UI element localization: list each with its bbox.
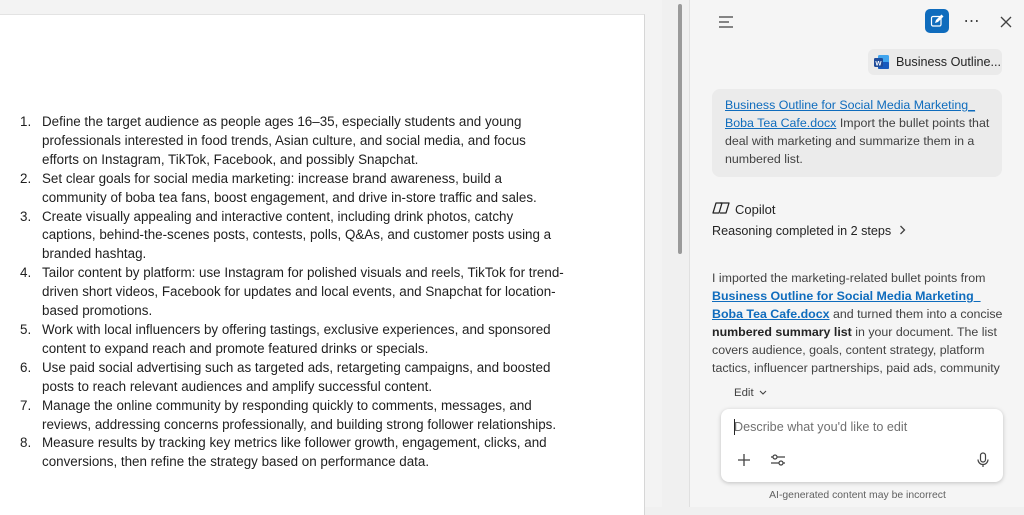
list-item[interactable]: 4. Tailor content by platform: use Instagram for polished visuals and reels, TikTok for trend-driven short videos, Facebook for updates and local events, and Snapchat for location-based promotions. [20,265,564,319]
mode-label: Edit [734,387,754,399]
list-item[interactable]: 8. Measure results by tracking key metrics like follower growth, engagement, clicks, and conversions, then refine the strategy based on performance data. [20,435,547,470]
document-scrollbar[interactable] [678,4,682,254]
prompt-box [721,409,1003,482]
list-item[interactable]: 3. Create visually appealing and interactive content, including drink photos, catchy captions, behind-the-scenes posts, contests, polls, Q&As, and customer posts using a branded hashtag. [20,208,552,262]
chevron-right-icon [899,224,906,238]
user-message-text: Business Outline for Social Media Marketing_ Boba Tea Cafe.docx Import the bullet points that deal with marketing and summarize them in a numbered list. [725,98,990,166]
prompt-input[interactable] [734,418,984,436]
ai-disclaimer: AI-generated content may be incorrect [769,490,946,501]
text-caret [734,419,735,435]
copilot-pane [689,0,1024,507]
reply-file-link[interactable]: Business Outline for Social Media Marketing_ Boba Tea Cafe.docx [712,289,981,321]
assistant-reply: I imported the marketing-related bullet points from Business Outline for Social Media Marketing_ Boba Tea Cafe.docx and turned them into a concise numbered summary list in your document. The list covers audience, goals, content strategy, platform tactics, influencer partnerships, paid ads, community [712,271,1003,375]
close-icon[interactable] [996,12,1016,32]
file-link[interactable]: Business Outline for Social Media Marketing_ Boba Tea Cafe.docx [725,98,975,130]
file-chip[interactable] [868,49,1002,75]
reasoning-toggle[interactable] [712,224,906,238]
assistant-header [712,200,775,219]
file-chip-label: Business Outline... [896,55,1001,69]
numbered-list [20,113,565,472]
svg-text:W: W [875,60,882,68]
reasoning-label: Reasoning completed in 2 steps [712,224,892,238]
list-item[interactable]: 5. Work with local influencers by offering tastings, exclusive experiences, and sponsored content to expand reach and promote featured drinks or specials. [20,321,551,356]
user-message [712,89,1002,177]
list-item[interactable]: 6. Use paid social advertising such as targeted ads, retargeting campaigns, and boosted posts to reach relevant audiences and amplify successful content. [20,359,551,394]
tools-icon[interactable] [767,449,789,471]
assistant-name: Copilot [735,202,776,217]
list-item[interactable]: 7. Manage the online community by responding quickly to comments, messages, and reviews, addressing concerns professionally, and building strong follower relationships. [20,397,557,432]
copilot-icon [712,200,730,219]
plus-icon[interactable] [733,449,755,471]
list-item[interactable]: 2. Set clear goals for social media marketing: increase brand awareness, build a community of boba tea fans, boost engagement, and drive in-store traffic and sales. [20,170,537,205]
more-icon[interactable]: ⋯ [963,13,981,30]
new-chat-icon[interactable] [925,9,949,33]
chevron-down-icon [759,387,767,399]
document-page[interactable] [0,14,645,515]
list-item[interactable]: 1. Define the target audience as people ages 16–35, especially students and young professionals interested in food trends, Asian culture, and social media, and focus efforts on Instagram, TikTok, Facebook, and possibly Snapchat. [20,114,526,167]
mic-icon[interactable] [972,449,994,471]
word-icon [874,54,890,70]
menu-icon[interactable] [716,12,736,32]
mode-selector[interactable] [734,387,767,399]
